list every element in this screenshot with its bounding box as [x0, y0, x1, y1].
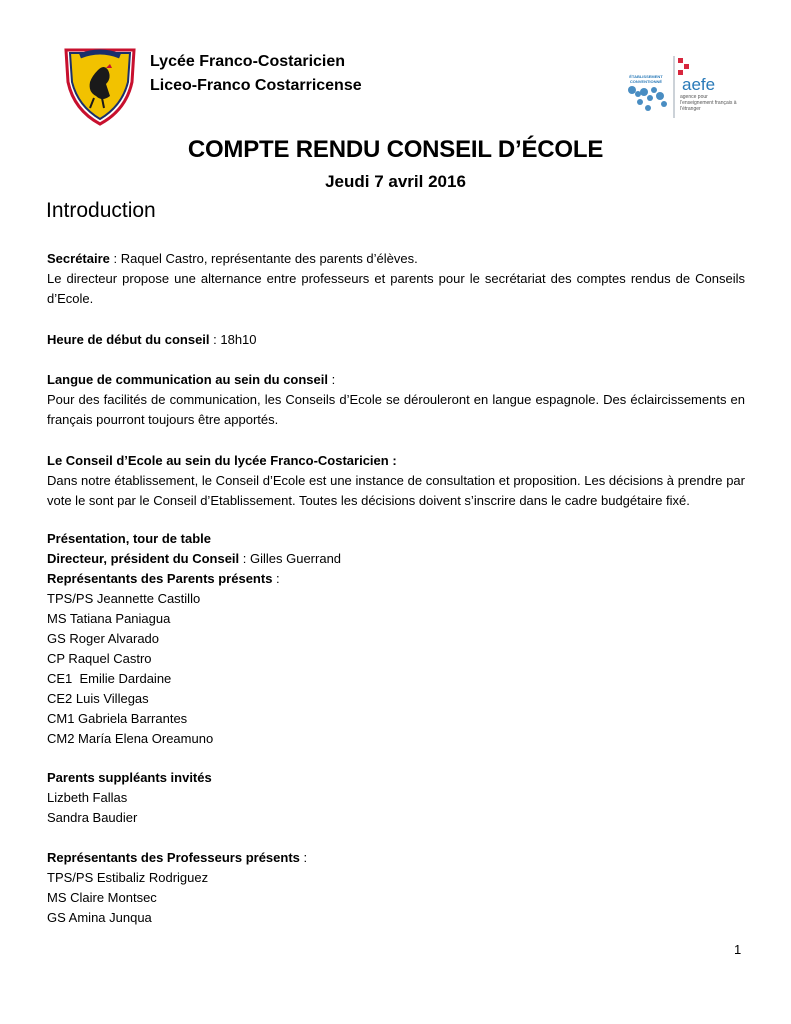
suppleants-block — [47, 768, 745, 828]
list-item: CP Raquel Castro — [47, 651, 152, 666]
langue-suffix: : — [328, 372, 336, 387]
parents-label: Représentants des Parents présents — [47, 571, 273, 586]
list-item: MS Claire Montsec — [47, 890, 157, 905]
page-number: 1 — [734, 942, 742, 957]
document-title: COMPTE RENDU CONSEIL D’ÉCOLE — [187, 136, 604, 163]
heure-paragraph — [47, 330, 745, 350]
list-item: MS Tatiana Paniagua — [47, 611, 171, 626]
langue-label: Langue de communication au sein du conseil — [47, 372, 328, 387]
secretaire-note: Le directeur propose une alternance entre professeurs et parents pour le secrétariat des comptes rendus de Conseils d’Ecole. — [47, 271, 745, 306]
list-item: CE1 Emilie Dardaine — [47, 671, 172, 686]
langue-text: Pour des facilités de communication, les Conseils d’Ecole se dérouleront en langue espagnole. Des éclaircissements en français pourront toujours être apportés. — [47, 392, 745, 427]
school-name-block — [150, 50, 362, 98]
conseil-text: Dans notre établissement, le Conseil d’Ecole est une instance de consultation et proposition. Les décisions à prendre par vote le sont par le Conseil d’Etablissement. Toutes les décisions doivent s’inscrire dans le cadre budgétaire fixé. — [47, 473, 745, 508]
list-item: GS Amina Junqua — [47, 910, 152, 925]
meeting-date: Jeudi 7 avril 2016 — [325, 172, 466, 191]
aefe-logo — [620, 52, 745, 122]
directeur-value: : Gilles Guerrand — [239, 551, 342, 566]
directeur-label: Directeur, président du Conseil — [47, 551, 240, 566]
suppleants-label: Parents suppléants invités — [47, 770, 212, 785]
professeurs-label: Représentants des Professeurs présents — [47, 850, 300, 865]
presentation-block — [47, 529, 745, 749]
school-name-es: Liceo-Franco Costarricense — [150, 77, 362, 94]
professeurs-suffix: : — [299, 850, 308, 865]
list-item: TPS/PS Jeannette Castillo — [47, 591, 201, 606]
heure-label: Heure de début du conseil — [47, 332, 210, 347]
list-item: Lizbeth Fallas — [47, 790, 128, 805]
school-logo — [60, 42, 140, 126]
presentation-label: Présentation, tour de table — [47, 531, 211, 546]
parents-suffix: : — [272, 571, 280, 586]
secretaire-paragraph — [47, 249, 745, 309]
conseil-label: Le Conseil d’Ecole au sein du lycée Franco-Costaricien : — [47, 453, 397, 468]
list-item: CE2 Luis Villegas — [47, 691, 149, 706]
conseil-paragraph — [47, 451, 745, 511]
aefe-brand: aefe — [682, 75, 716, 94]
list-item: CM2 María Elena Oreamuno — [47, 731, 214, 746]
list-item: GS Roger Alvarado — [47, 631, 160, 646]
heure-value: : 18h10 — [209, 332, 257, 347]
professeurs-block — [47, 848, 745, 928]
section-heading: Introduction — [46, 199, 156, 222]
school-name-fr: Lycée Franco-Costaricien — [150, 53, 346, 70]
secretaire-label: Secrétaire — [47, 251, 110, 266]
aefe-badge: ÉTABLISSEMENT CONVENTIONNÉ — [629, 74, 663, 84]
aefe-tagline: agence pour l'enseignement français à l'étranger — [680, 94, 737, 112]
secretaire-value: : Raquel Castro, représentante des parents d’élèves. — [109, 251, 418, 266]
list-item: Sandra Baudier — [47, 810, 138, 825]
list-item: TPS/PS Estibaliz Rodriguez — [47, 870, 209, 885]
langue-paragraph — [47, 370, 745, 430]
list-item: CM1 Gabriela Barrantes — [47, 711, 188, 726]
